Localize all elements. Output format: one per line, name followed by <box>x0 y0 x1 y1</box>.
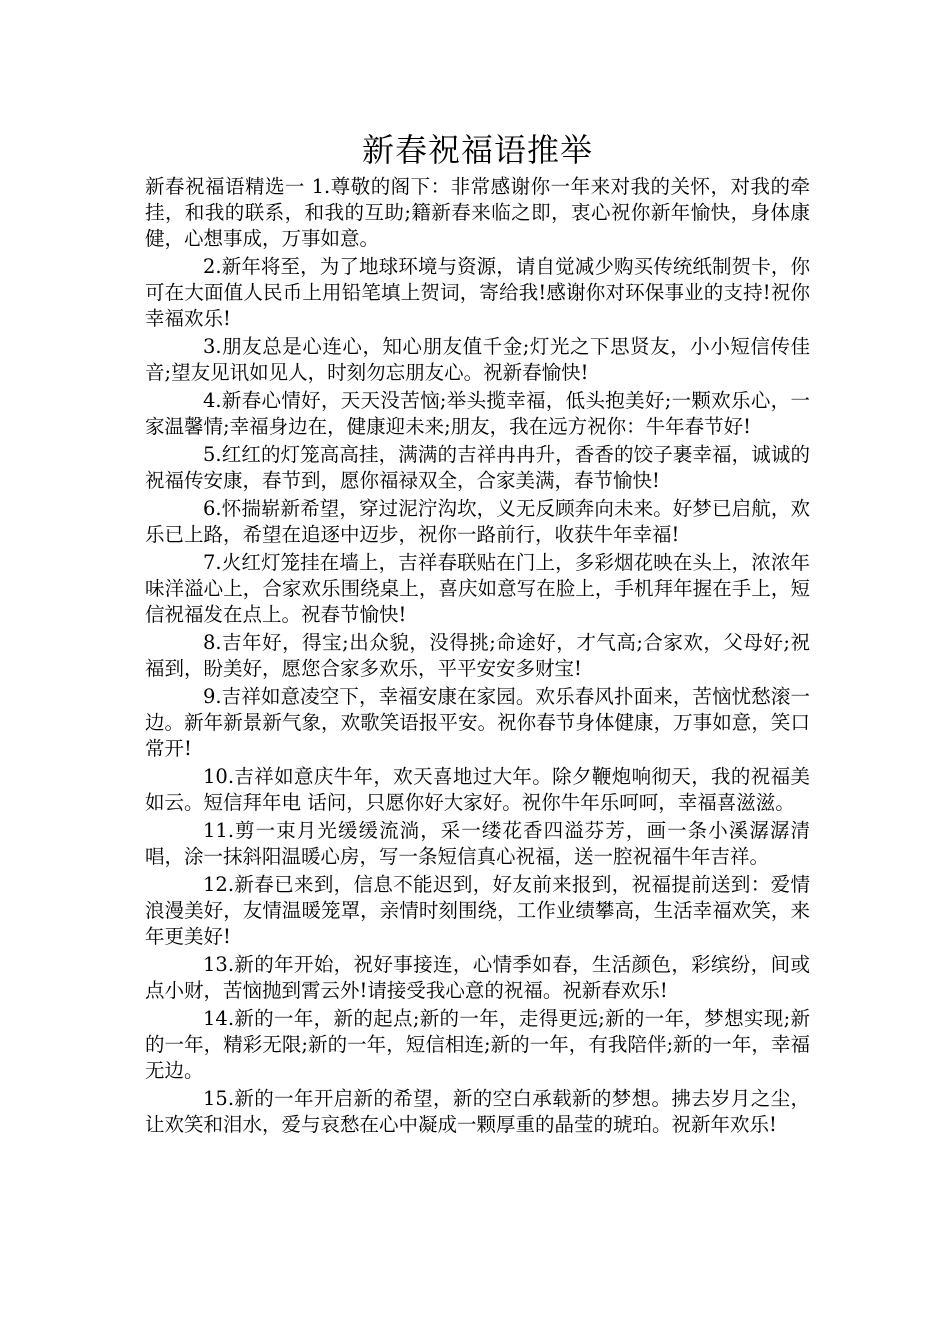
paragraph-13: 13.新的年开始，祝好事接连，心情季如春，生活颜色，彩缤纷，间或点小财，苦恼抛到霄云外!请接受我心意的祝福。祝新春欢乐! <box>145 953 810 1002</box>
document-page <box>145 128 810 1138</box>
paragraph-12: 12.新春已来到，信息不能迟到，好友前来报到，祝福提前送到：爱情浪漫美好，友情温暖笼罩，亲情时刻围绕，工作业绩攀高，生活幸福欢笑，来年更美好! <box>145 873 810 948</box>
paragraph-3: 3.朋友总是心连心，知心朋友值千金;灯光之下思贤友，小小短信传佳音;望友见讯如见人，时刻勿忘朋友心。祝新春愉快! <box>145 335 810 384</box>
paragraph-15: 15.新的一年开启新的希望，新的空白承载新的梦想。拂去岁月之尘，让欢笑和泪水，爱与哀愁在心中凝成一颗厚重的晶莹的琥珀。祝新年欢乐! <box>145 1087 810 1136</box>
paragraph-14: 14.新的一年，新的起点;新的一年，走得更远;新的一年，梦想实现;新的一年，精彩无限;新的一年，短信相连;新的一年，有我陪伴;新的一年，幸福无边。 <box>145 1007 810 1082</box>
paragraph-10: 10.吉祥如意庆牛年，欢天喜地过大年。除夕鞭炮响彻天，我的祝福美如云。短信拜年电 话问，只愿你好大家好。祝你牛年乐呵呵，幸福喜滋滋。 <box>145 765 810 814</box>
paragraph-5: 5.红红的灯笼高高挂，满满的吉祥冉冉升，香香的饺子裹幸福，诚诚的祝福传安康，春节到，愿你福禄双全，合家美满，春节愉快! <box>145 443 810 492</box>
paragraph-11: 11.剪一束月光缓缓流淌，采一缕花香四溢芬芳，画一条小溪潺潺清唱，涂一抹斜阳温暖心房，写一条短信真心祝福，送一腔祝福牛年吉祥。 <box>145 819 810 868</box>
paragraph-8: 8.吉年好，得宝;出众貌，没得挑;命途好，才气高;合家欢，父母好;祝福到，盼美好，愿您合家多欢乐，平平安安多财宝! <box>145 631 810 680</box>
paragraph-4: 4.新春心情好，天天没苦恼;举头揽幸福，低头抱美好;一颗欢乐心，一家温馨情;幸福身边在，健康迎未来;朋友，我在远方祝你：牛年春节好! <box>145 389 810 438</box>
paragraph-7: 7.火红灯笼挂在墙上，吉祥春联贴在门上，多彩烟花映在头上，浓浓年味洋溢心上，合家欢乐围绕桌上，喜庆如意写在脸上，手机拜年握在手上，短信祝福发在点上。祝春节愉快! <box>145 551 810 626</box>
paragraph-2: 2.新年将至，为了地球环境与资源，请自觉减少购买传统纸制贺卡，你可在大面值人民币上用铅笔填上贺词，寄给我!感谢你对环保事业的支持!祝你幸福欢乐! <box>145 255 810 330</box>
paragraph-6: 6.怀揣崭新希望，穿过泥泞沟坎，义无反顾奔向未来。好梦已启航，欢乐已上路，希望在追逐中迈步，祝你一路前行，收获牛年幸福! <box>145 497 810 546</box>
paragraph-1: 新春祝福语精选一 1.尊敬的阁下：非常感谢你一年来对我的关怀，对我的牵挂，和我的联系，和我的互助;籍新春来临之即，衷心祝你新年愉快，身体康健，心想事成，万事如意。 <box>145 175 810 250</box>
paragraph-9: 9.吉祥如意凌空下，幸福安康在家园。欢乐春风扑面来，苦恼忧愁滚一边。新年新景新气象，欢歌笑语报平安。祝你春节身体健康，万事如意，笑口常开! <box>145 685 810 760</box>
document-title: 新春祝福语推举 <box>361 131 593 169</box>
